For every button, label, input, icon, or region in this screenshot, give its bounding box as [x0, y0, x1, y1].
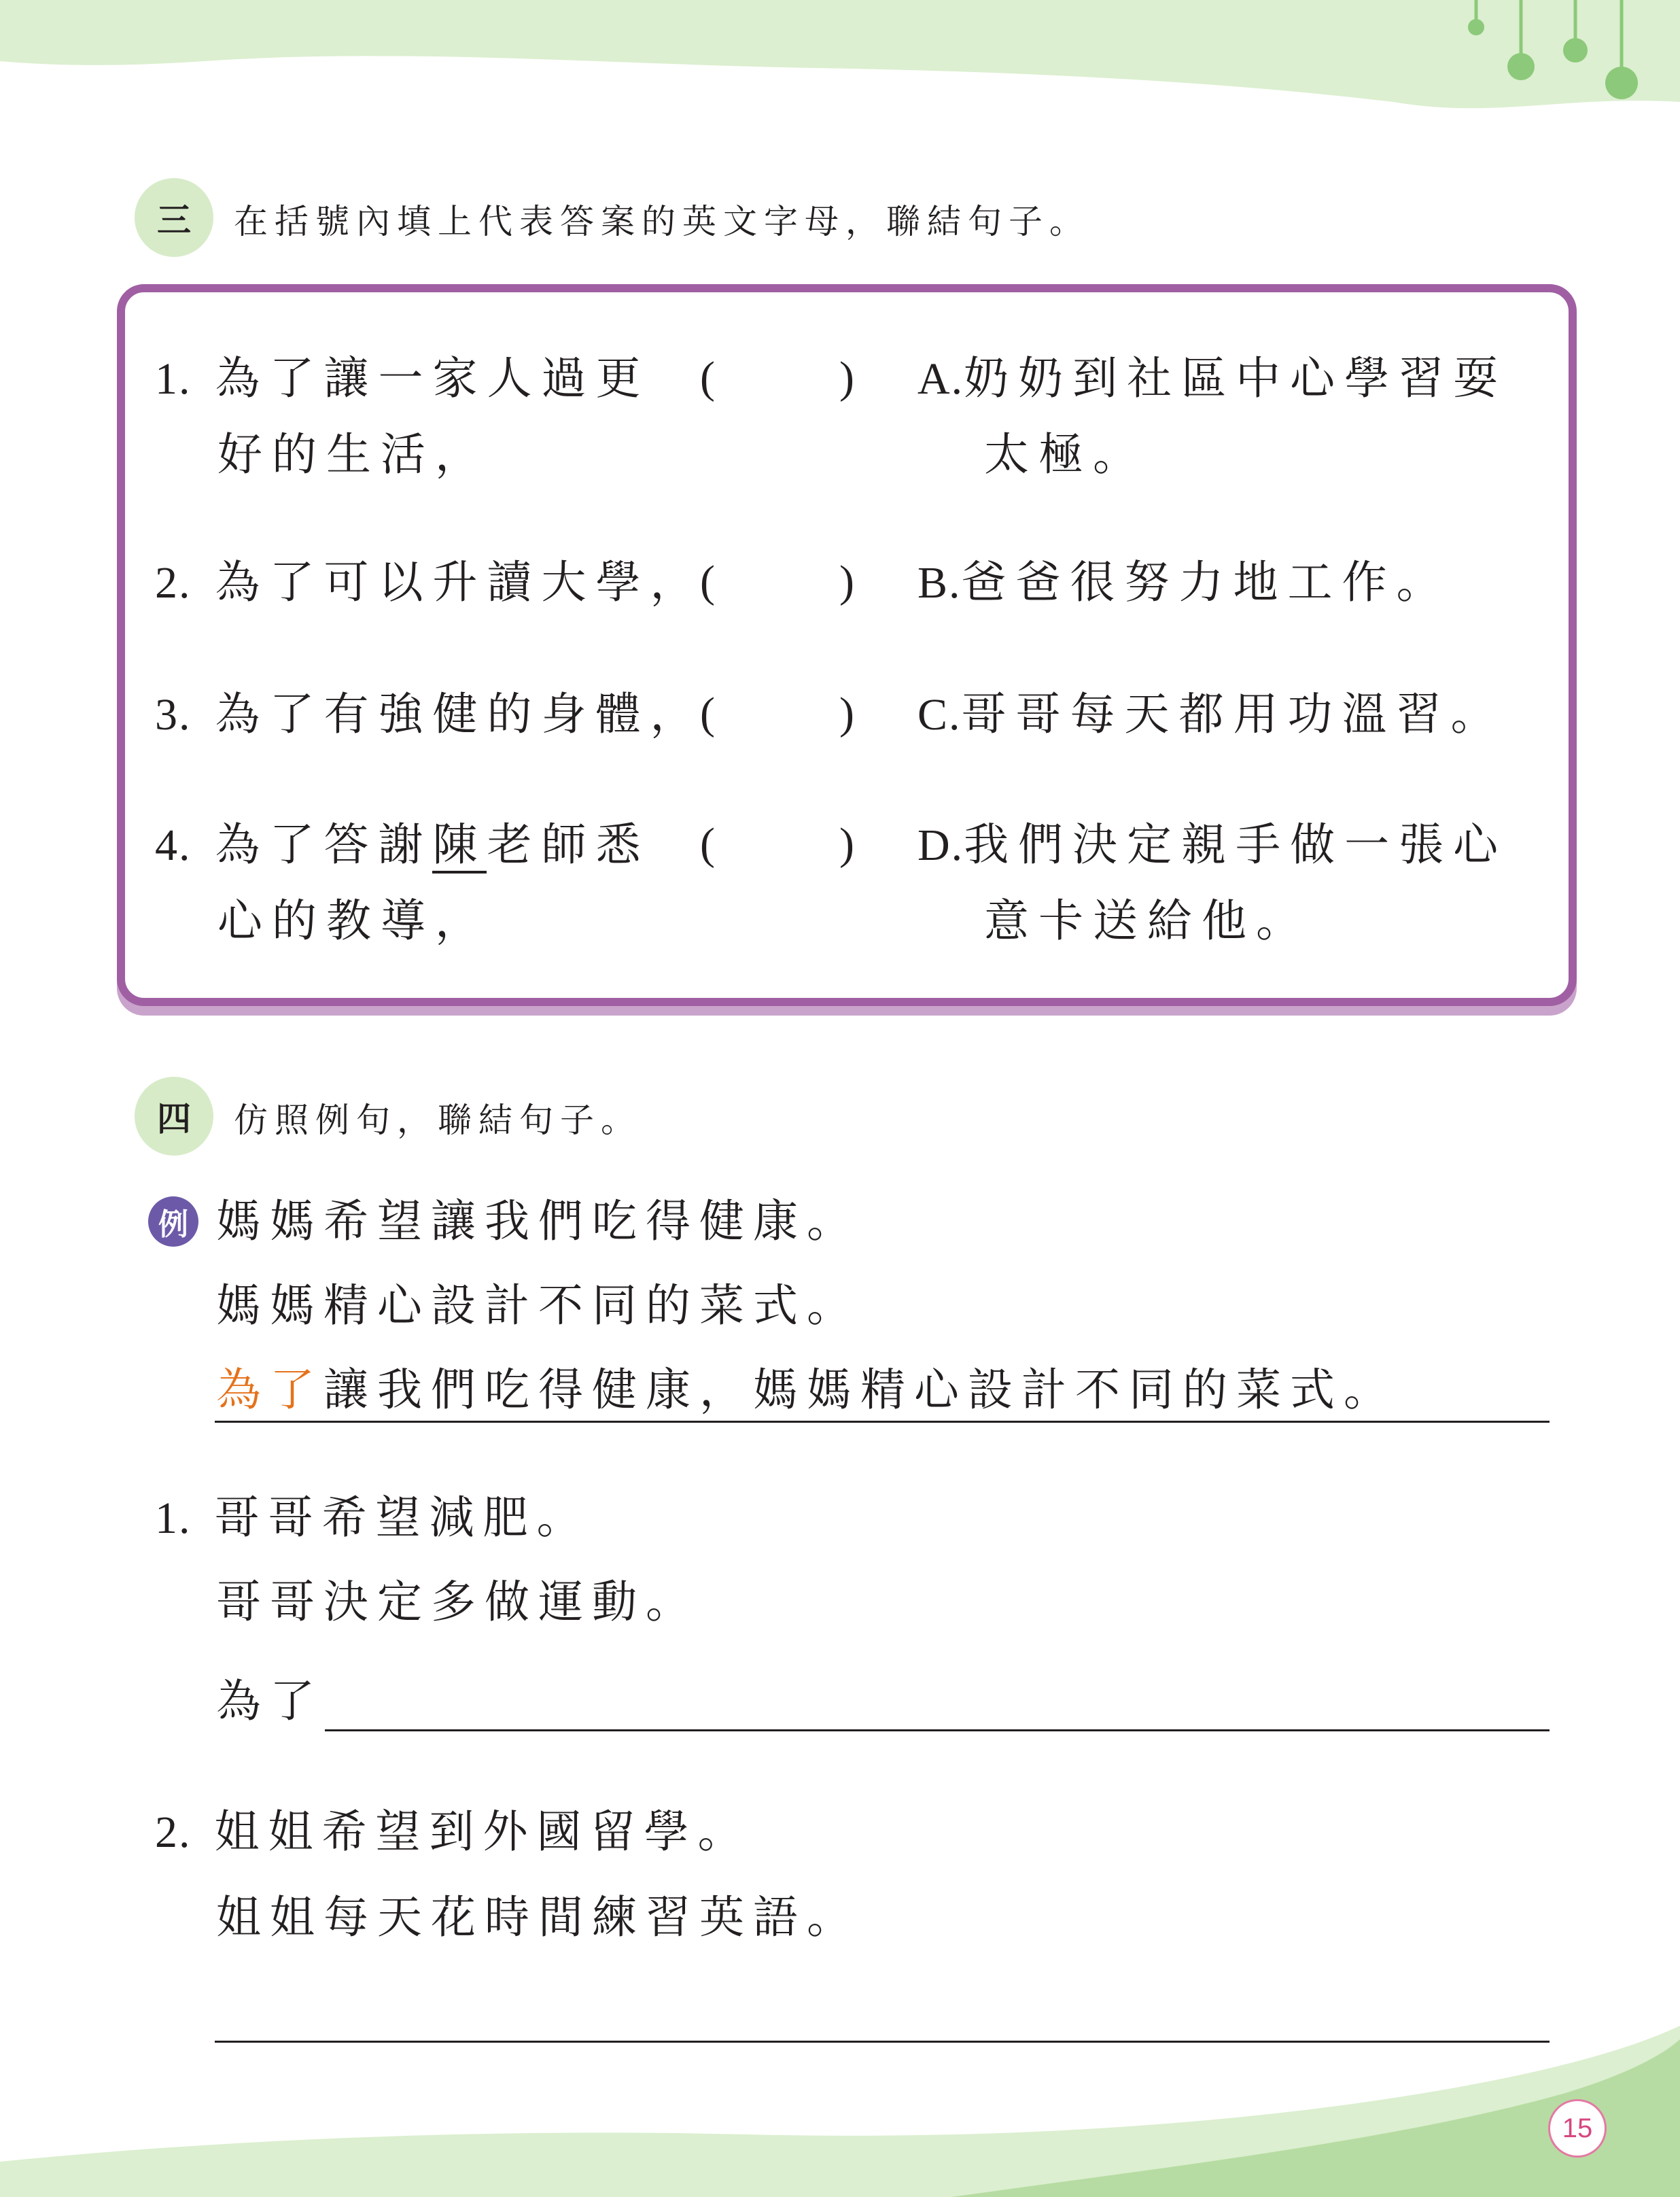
item-letter: B. — [917, 558, 962, 608]
paren-open: ( — [700, 819, 715, 869]
top-decoration — [0, 0, 1680, 109]
item-text-line1: 奶奶到社區中心學習耍 — [964, 352, 1508, 404]
item-letter: A. — [917, 354, 964, 404]
question-1-prompt: 為了 — [216, 1675, 323, 1727]
paren-open: ( — [700, 557, 715, 606]
question-1-sentence-1 — [155, 1491, 591, 1544]
question-number: 1. — [155, 1493, 192, 1543]
section3-badge-label: 三 — [157, 201, 191, 240]
paren-close: ) — [839, 353, 854, 402]
match-left-item-1 — [155, 352, 650, 404]
item-letter: D. — [917, 820, 964, 870]
match-right-item-d — [917, 818, 1508, 871]
match-right-item-d-line2: 意卡送給他。 — [984, 895, 1310, 947]
question-1-answer-line[interactable] — [325, 1729, 1550, 1731]
question-number: 2. — [155, 1807, 192, 1857]
paren-close: ) — [839, 689, 854, 738]
question-2-sentence-1 — [155, 1805, 752, 1858]
item-letter: C. — [917, 690, 962, 740]
section4-badge-label: 四 — [157, 1099, 191, 1139]
match-right-item-a — [917, 352, 1508, 404]
page-number-label: 15 — [1562, 2113, 1593, 2143]
section4-instruction: 仿照例句，聯結句子。 — [234, 1101, 642, 1140]
section4-badge — [135, 1077, 213, 1156]
match-right-item-b — [917, 556, 1451, 608]
example-sentence-1: 媽媽希望讓我們吃得健康。 — [216, 1195, 860, 1247]
paren-open: ( — [700, 689, 715, 738]
example-sentence-2: 媽媽精心設計不同的菜式。 — [216, 1279, 860, 1332]
example-badge — [148, 1196, 198, 1247]
match-right-item-c — [917, 688, 1505, 740]
bottom-decoration — [0, 2026, 1680, 2197]
section3-badge — [135, 178, 213, 257]
match-right-item-a-line2: 太極。 — [984, 428, 1147, 481]
item-text-line1: 為了有強健的身體， — [215, 688, 705, 740]
page-number — [1548, 2099, 1607, 2158]
paren-close: ) — [839, 557, 854, 606]
question-1-sentence-2: 哥哥決定多做運動。 — [216, 1576, 699, 1628]
paren-close: ) — [839, 819, 854, 869]
question-2-sentence-2: 姐姐每天花時間練習英語。 — [216, 1891, 860, 1943]
item-text-line1-post: 老師悉 — [487, 818, 650, 871]
match-left-item-1-line2: 好的生活， — [217, 428, 489, 481]
item-number: 1. — [155, 354, 192, 404]
question-text: 哥哥希望減肥。 — [214, 1491, 591, 1544]
proper-name-underlined: 陳 — [432, 818, 487, 873]
item-text-line1: 哥哥每天都用功溫習。 — [961, 688, 1505, 740]
item-number: 3. — [155, 690, 192, 740]
item-number: 2. — [155, 558, 192, 608]
example-badge-label: 例 — [158, 1207, 188, 1242]
answer-blank-1[interactable] — [700, 352, 854, 404]
answer-blank-2[interactable] — [700, 556, 854, 608]
match-left-item-4 — [155, 818, 650, 871]
question-text: 姐姐希望到外國留學。 — [214, 1805, 752, 1858]
example-answer-line — [215, 1421, 1550, 1423]
item-text-line1: 為了讓一家人過更 — [215, 352, 650, 404]
item-text-line1: 為了可以升讀大學， — [215, 556, 705, 608]
item-text-line1: 我們決定親手做一張心 — [964, 818, 1508, 871]
match-left-item-3 — [155, 688, 705, 740]
paren-open: ( — [700, 353, 715, 402]
item-text-line1-pre: 為了答謝 — [215, 818, 433, 871]
answer-blank-3[interactable] — [700, 688, 854, 740]
item-text-line1: 爸爸很努力地工作。 — [961, 556, 1451, 608]
match-left-item-4-line2: 心的教導， — [217, 895, 489, 947]
example-answer-rest: 讓我們吃得健康，媽媽精心設計不同的菜式。 — [323, 1364, 1397, 1416]
match-left-item-2 — [155, 556, 705, 608]
example-answer — [216, 1364, 1397, 1416]
question-2-answer-line[interactable] — [215, 2041, 1550, 2043]
item-number: 4. — [155, 820, 192, 870]
answer-blank-4[interactable] — [700, 818, 854, 870]
example-connector: 為了 — [216, 1364, 323, 1416]
section3-instruction: 在括號內填上代表答案的英文字母，聯結句子。 — [234, 202, 1090, 241]
